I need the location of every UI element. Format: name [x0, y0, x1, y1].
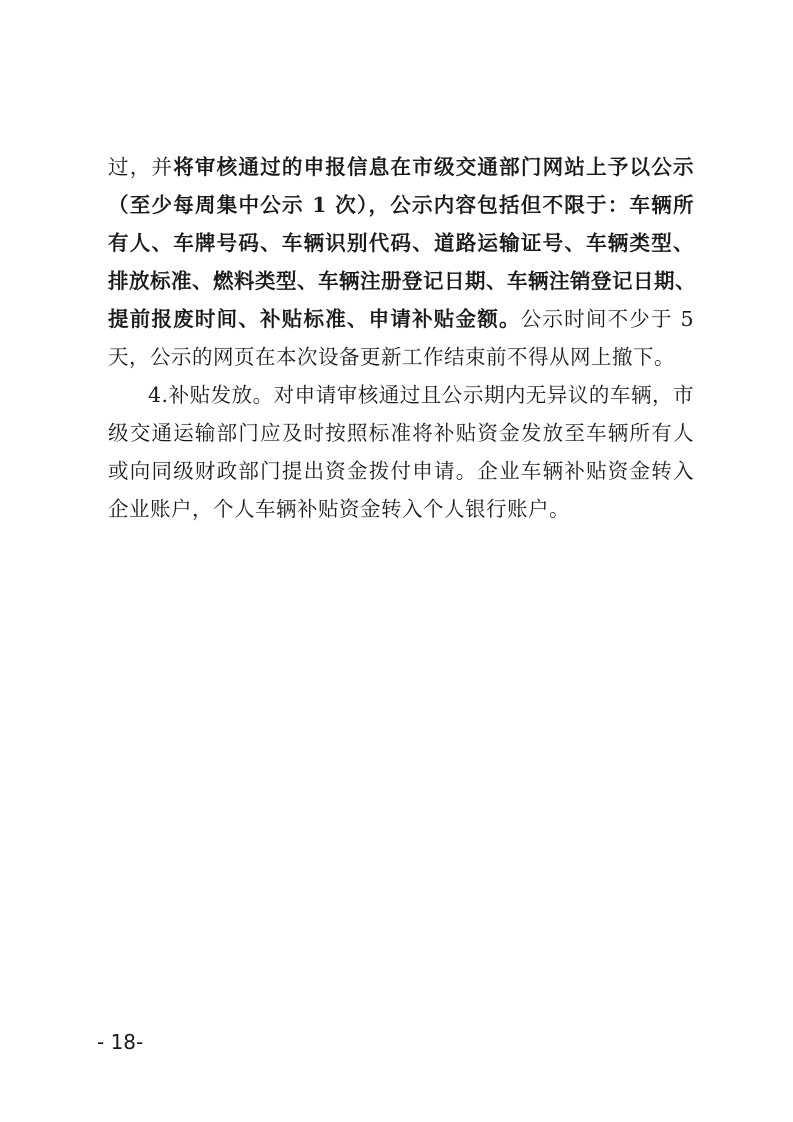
text-normal: 公示时间不少于 5 [520, 307, 695, 331]
paragraph-2-line-2: 级交通运输部门应及时按照标准将补贴资金发放至车辆所有人 [108, 421, 694, 445]
paragraph-1-line-1 [108, 148, 694, 186]
paragraph-1-line-5 [108, 300, 694, 338]
paragraph-1-line-2: （至少每周集中公示 1 次），公示内容包括但不限于：车辆所 [108, 193, 694, 217]
paragraph-2-line-4: 企业账户，个人车辆补贴资金转入个人银行账户。 [108, 497, 570, 521]
paragraph-2-line-1: 4.补贴发放。对申请审核通过且公示期内无异议的车辆，市 [148, 383, 694, 407]
text-bold: 提前报废时间、补贴标准、申请补贴金额。 [108, 307, 521, 331]
text-normal: 过，并 [108, 155, 174, 179]
body-text [108, 148, 694, 528]
paragraph-2-line-3: 或向同级财政部门提出资金拨付申请。企业车辆补贴资金转入 [108, 459, 694, 483]
text-bold: 将审核通过的申报信息在市级交通部门网站上予以公示 [173, 155, 695, 179]
page-number: - 18- [97, 1030, 144, 1054]
paragraph-1-line-3: 有人、车牌号码、车辆识别代码、道路运输证号、车辆类型、 [108, 231, 694, 255]
paragraph-1-line-6: 天，公示的网页在本次设备更新工作结束前不得从网上撤下。 [108, 345, 675, 369]
paragraph-1-line-4: 排放标准、燃料类型、车辆注册登记日期、车辆注销登记日期、 [108, 269, 696, 293]
